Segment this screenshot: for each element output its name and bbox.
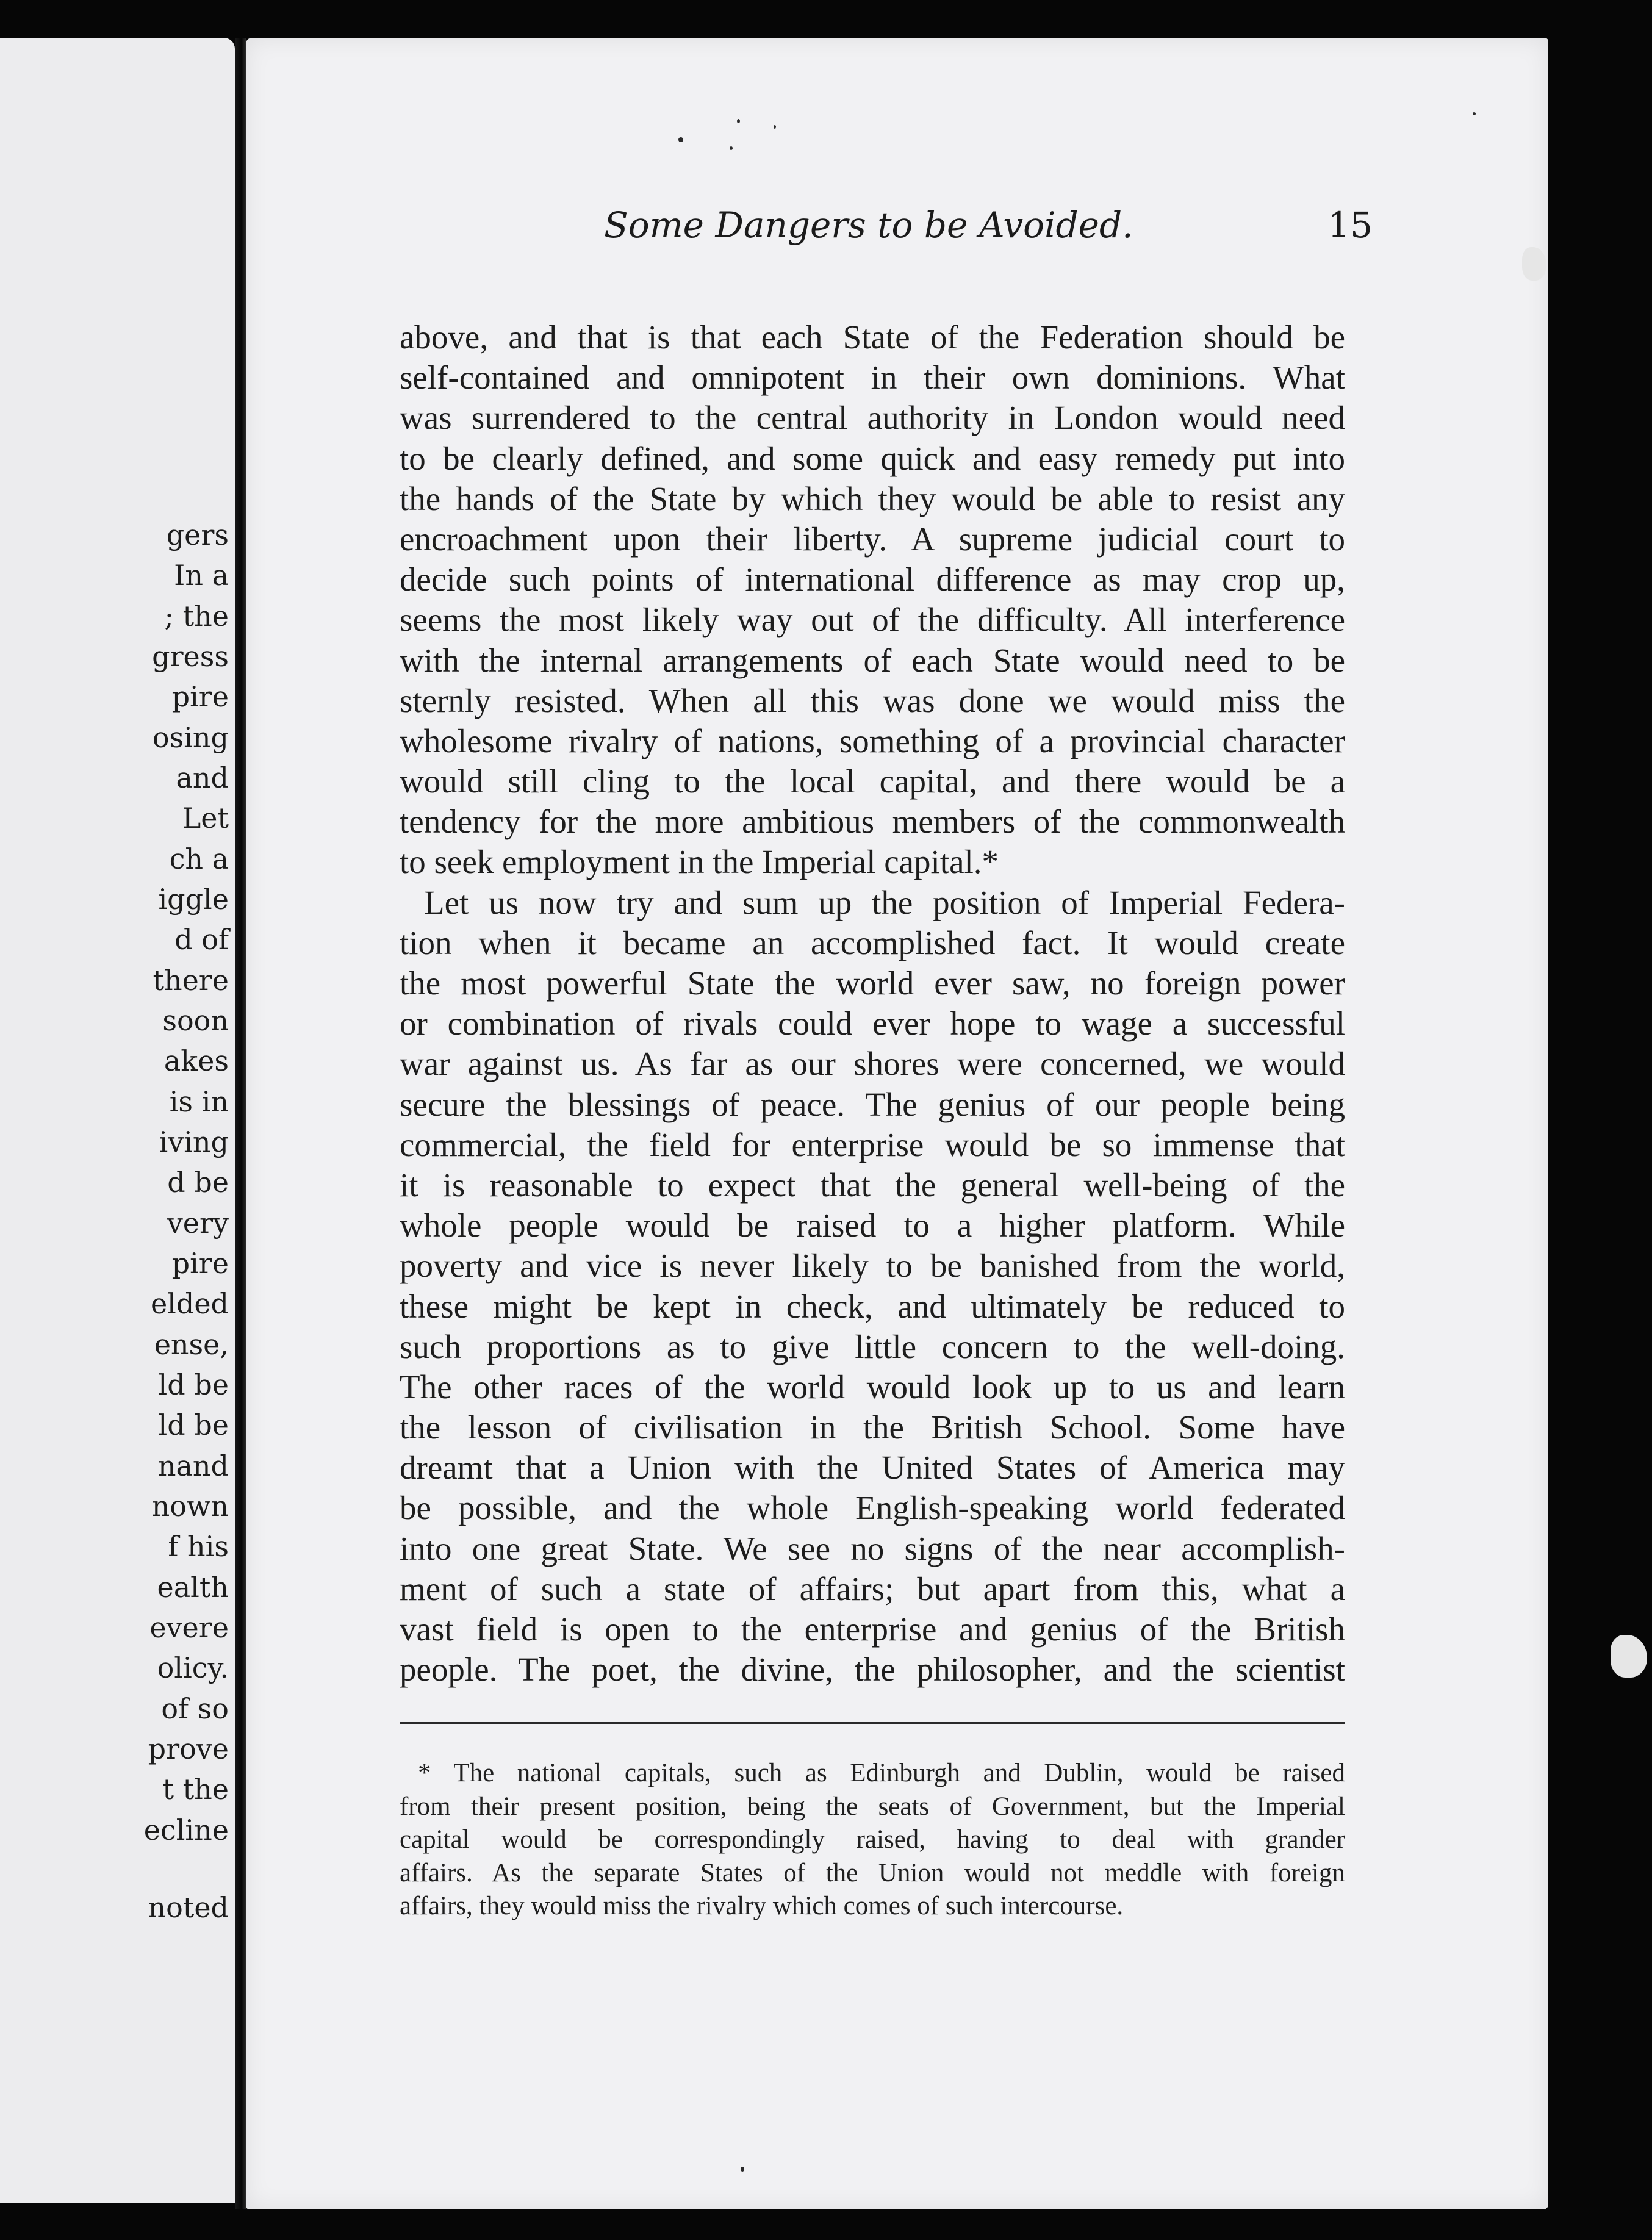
previous-page-fragment: prove bbox=[148, 1732, 229, 1765]
text-line: to be clearly defined, and some quick and easy remedy put into bbox=[400, 439, 1345, 477]
previous-page-fragment: gers bbox=[166, 519, 229, 551]
text-line: was surrendered to the central authority in London would need bbox=[400, 399, 1345, 437]
previous-page-fragment: Let bbox=[182, 802, 229, 835]
text-line: commercial, the field for enterprise would be so immense that bbox=[400, 1125, 1345, 1163]
text-line: the most powerful State the world ever saw, no foreign power bbox=[400, 964, 1345, 1002]
text-line: ment of such a state of affairs; but apart from this, what a bbox=[400, 1570, 1345, 1607]
text-line: decide such points of international difference as may crop up, bbox=[400, 561, 1345, 598]
previous-page-edge bbox=[0, 38, 235, 2203]
text-line: dreamt that a Union with the United States of America may bbox=[400, 1449, 1345, 1487]
text-line: self-contained and omnipotent in their own dominions. What bbox=[400, 359, 1345, 397]
text-line: Let us now try and sum up the position of Imperial Federa- bbox=[424, 883, 1345, 921]
previous-page-fragment: ecline bbox=[143, 1814, 229, 1847]
text-line: the lesson of civilisation in the British School. Some have bbox=[400, 1409, 1345, 1446]
previous-page-fragment: iggle bbox=[158, 883, 229, 916]
previous-page-fragment: is in bbox=[169, 1085, 229, 1118]
running-title: Some Dangers to be Avoided. bbox=[604, 204, 1133, 246]
footnote-line: * The national capitals, such as Edinburgh and Dublin, would be raised bbox=[418, 1759, 1345, 1787]
text-line: the hands of the State by which they would be able to resist any bbox=[400, 479, 1345, 517]
text-line: war against us. As far as our shores were concerned, we would bbox=[400, 1045, 1345, 1083]
previous-page-fragment: ; the bbox=[164, 600, 229, 633]
text-line: would still cling to the local capital, and there would be a bbox=[400, 763, 1345, 800]
text-line: or combination of rivals could ever hope to wage a successful bbox=[400, 1005, 1345, 1043]
previous-page-fragment: In a bbox=[174, 559, 229, 592]
text-line: be possible, and the whole English-speaking world federated bbox=[400, 1489, 1345, 1527]
text-line: secure the blessings of peace. The genius of our people being bbox=[400, 1085, 1345, 1123]
previous-page-fragment: ense, bbox=[154, 1328, 229, 1361]
text-line: wholesome rivalry of nations, something of a provincial character bbox=[400, 722, 1345, 759]
text-line: to seek employment in the Imperial capital.* bbox=[400, 843, 999, 881]
text-line: The other races of the world would look up to us and learn bbox=[400, 1368, 1345, 1405]
book-gutter bbox=[235, 38, 246, 2209]
footnote-line: from their present position, being the seats of Government, but the Imperial bbox=[400, 1792, 1345, 1821]
previous-page-fragment: d be bbox=[167, 1166, 229, 1199]
text-line: whole people would be raised to a higher platform. While bbox=[400, 1207, 1345, 1244]
text-line: these might be kept in check, and ultimately be reduced to bbox=[400, 1287, 1345, 1325]
text-line: such proportions as to give little concern to the well-doing. bbox=[400, 1327, 1345, 1365]
previous-page-fragment: very bbox=[167, 1207, 229, 1240]
text-line: poverty and vice is never likely to be banished from the world, bbox=[400, 1247, 1345, 1285]
previous-page-fragment: ld be bbox=[158, 1409, 229, 1441]
text-line: it is reasonable to expect that the general well-being of the bbox=[400, 1166, 1345, 1204]
text-line: into one great State. We see no signs of the near accomplish- bbox=[400, 1529, 1345, 1567]
running-header bbox=[604, 204, 1373, 253]
previous-page-fragment: evere bbox=[149, 1611, 229, 1644]
text-line: with the internal arrangements of each State would need to be bbox=[400, 641, 1345, 679]
previous-page-fragment: nown bbox=[151, 1490, 229, 1523]
text-line: encroachment upon their liberty. A supreme judicial court to bbox=[400, 520, 1345, 558]
previous-page-fragment: t the bbox=[162, 1773, 229, 1806]
footnote-line: capital would be correspondingly raised, having to deal with grander bbox=[400, 1825, 1345, 1854]
text-line: tion when it became an accomplished fact. It would create bbox=[400, 924, 1345, 961]
text-line: above, and that is that each State of the Federation should be bbox=[400, 318, 1345, 356]
previous-page-fragment: and bbox=[176, 761, 229, 794]
text-line: tendency for the more ambitious members of the commonwealth bbox=[400, 803, 1345, 841]
previous-page-fragment: d of bbox=[174, 923, 229, 956]
previous-page-fragment: gress bbox=[152, 640, 229, 673]
page-number: 15 bbox=[1327, 204, 1373, 246]
previous-page-fragment: noted bbox=[148, 1891, 229, 1924]
previous-page-fragment: akes bbox=[163, 1044, 229, 1077]
footnote-line: affairs. As the separate States of the Union would not meddle with foreign bbox=[400, 1858, 1345, 1887]
previous-page-fragment: pire bbox=[171, 1247, 229, 1280]
text-line: vast field is open to the enterprise and genius of the British bbox=[400, 1610, 1345, 1648]
previous-page-fragment: of so bbox=[161, 1692, 229, 1725]
previous-page-fragment: elded bbox=[150, 1287, 229, 1320]
footnote-rule bbox=[400, 1722, 1345, 1724]
text-line: people. The poet, the divine, the philosopher, and the scientist bbox=[400, 1651, 1345, 1689]
previous-page-fragment: soon bbox=[162, 1004, 229, 1037]
previous-page-fragment: f his bbox=[168, 1530, 229, 1563]
body-text bbox=[400, 317, 1345, 1690]
previous-page-fragment: ld be bbox=[158, 1368, 229, 1401]
page-edge-tear bbox=[1611, 1635, 1647, 1678]
text-line: seems the most likely way out of the difficulty. All interference bbox=[400, 601, 1345, 639]
previous-page-fragment: iving bbox=[159, 1125, 229, 1158]
previous-page-fragment: nand bbox=[157, 1449, 229, 1482]
previous-page-fragment: ch a bbox=[169, 842, 229, 875]
previous-page-fragment: pire bbox=[171, 680, 229, 713]
previous-page-fragment: there bbox=[153, 964, 229, 997]
text-line: sternly resisted. When all this was done we would miss the bbox=[400, 681, 1345, 719]
footnote-line: affairs, they would miss the rivalry which comes of such intercourse. bbox=[400, 1892, 1124, 1920]
previous-page-fragment: ealth bbox=[157, 1571, 229, 1604]
footnote bbox=[400, 1757, 1345, 1923]
previous-page-fragment: osing bbox=[152, 721, 229, 754]
previous-page-fragment: olicy. bbox=[157, 1651, 229, 1684]
